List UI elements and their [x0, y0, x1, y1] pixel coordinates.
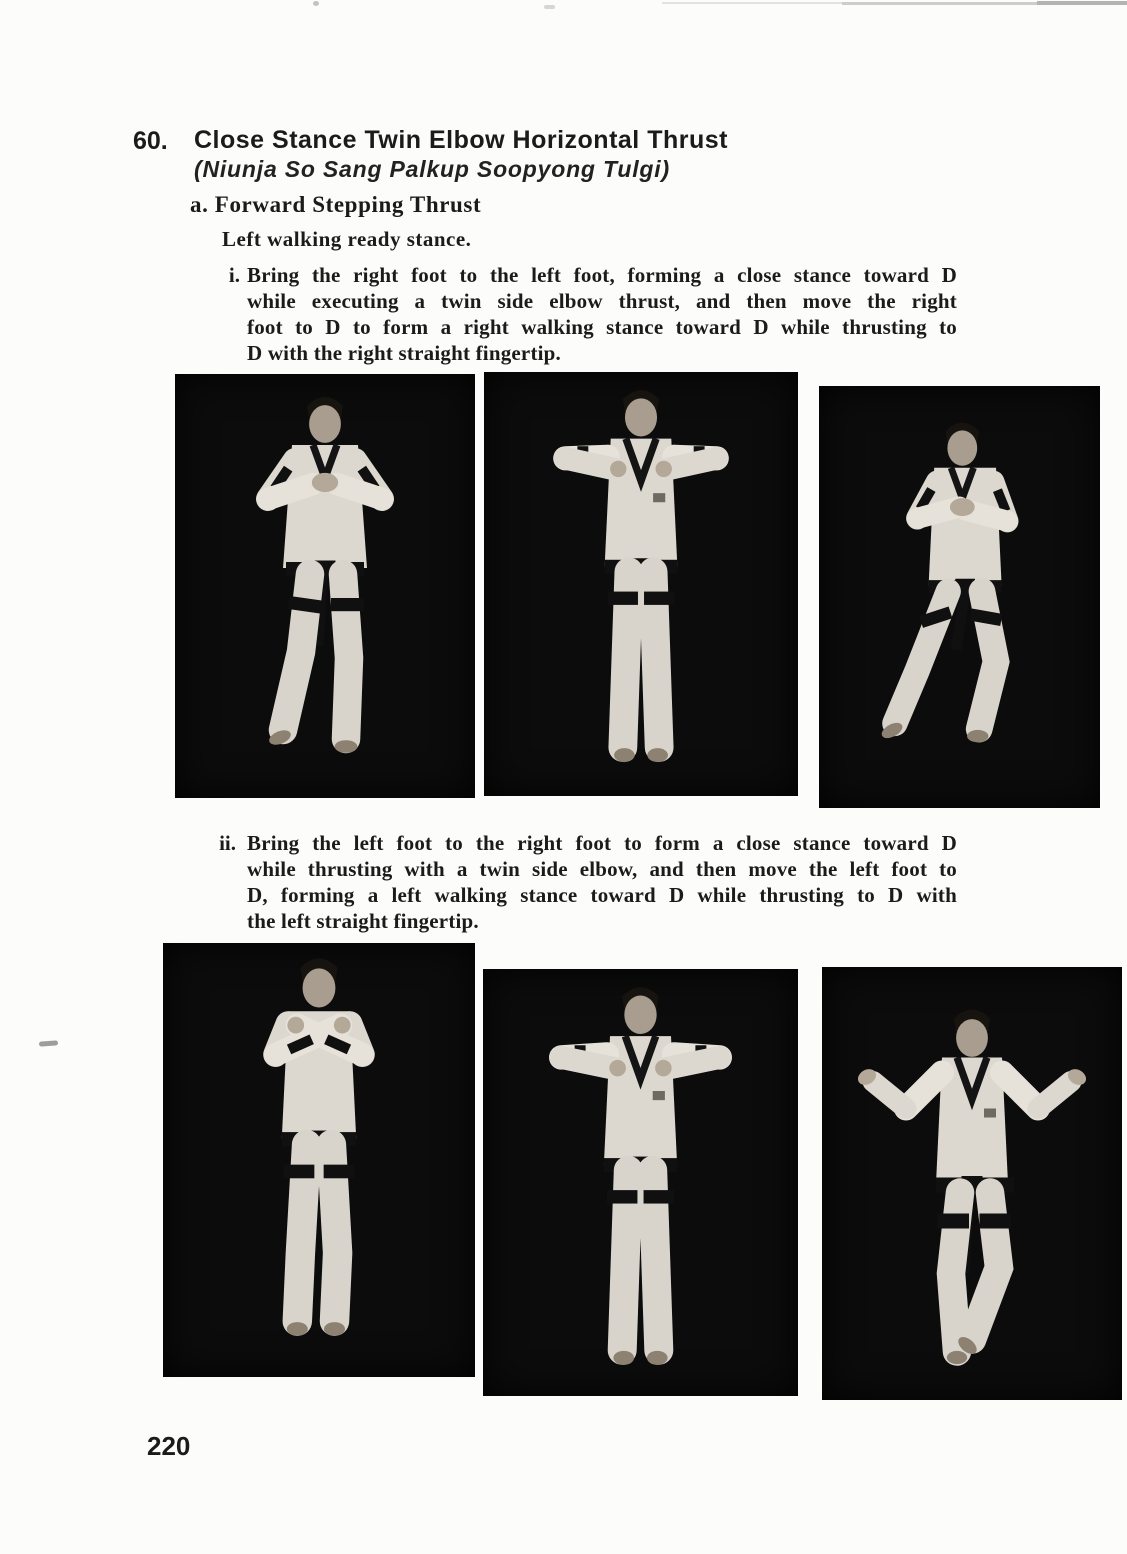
step-text-line: D with the right straight fingertip.: [247, 341, 562, 365]
photo-step-ii-twin-horizontal-elbow: [483, 969, 798, 1396]
photo-step-i-close-stance-elbow-thrust: [175, 374, 475, 798]
technique-korean-name: (Niunja So Sang Palkup Soopyong Tulgi): [194, 156, 670, 182]
step-i-text: [247, 262, 957, 366]
photo-step-i-twin-horizontal-elbow: [484, 372, 798, 796]
scan-artifact-line: [662, 2, 842, 4]
scan-artifact-line: [1037, 1, 1127, 5]
technique-title: Close Stance Twin Elbow Horizontal Thrust: [194, 126, 728, 154]
step-text-line: Bring the right foot to the left foot, forming a close stance toward D: [247, 263, 957, 287]
step-ii-marker: ii.: [219, 831, 236, 855]
martial-artist-figure: [822, 967, 1122, 1400]
martial-artist-figure: [163, 943, 475, 1377]
photo-step-i-walking-stance-fingertip-thrust: [819, 386, 1100, 808]
step-text-line: Bring the left foot to the right foot to form a close stance toward D: [247, 831, 957, 855]
step-text-line: the left straight fingertip.: [247, 909, 479, 933]
technique-number: 60.: [133, 127, 168, 155]
scan-artifact-smudge: [544, 5, 555, 9]
photo-step-ii-close-stance-arms-crossed: [163, 943, 475, 1377]
step-text-line: while executing a twin side elbow thrust, and then move the right: [247, 289, 957, 313]
martial-artist-figure: [175, 374, 475, 798]
martial-artist-figure: [483, 969, 798, 1396]
step-text-line: foot to D to form a right walking stance toward D while thrusting to: [247, 315, 957, 339]
step-text-line: while thrusting with a twin side elbow, and then move the left foot to: [247, 857, 957, 881]
martial-artist-figure: [484, 372, 798, 796]
photo-step-ii-arms-spread-stepping: [822, 967, 1122, 1400]
martial-artist-figure: [819, 386, 1100, 808]
scan-artifact-line: [842, 2, 1037, 5]
ready-stance-note: Left walking ready stance.: [222, 227, 472, 251]
step-i-marker: i.: [228, 263, 240, 287]
step-text-line: D, forming a left walking stance toward D while thrusting to D with: [247, 883, 957, 907]
scan-artifact-margin-dash: [39, 1040, 58, 1046]
page-number: 220: [147, 1431, 191, 1461]
step-ii-text: [247, 830, 957, 934]
scan-artifact-dot: [313, 1, 319, 6]
subsection-label: a. Forward Stepping Thrust: [190, 192, 482, 217]
